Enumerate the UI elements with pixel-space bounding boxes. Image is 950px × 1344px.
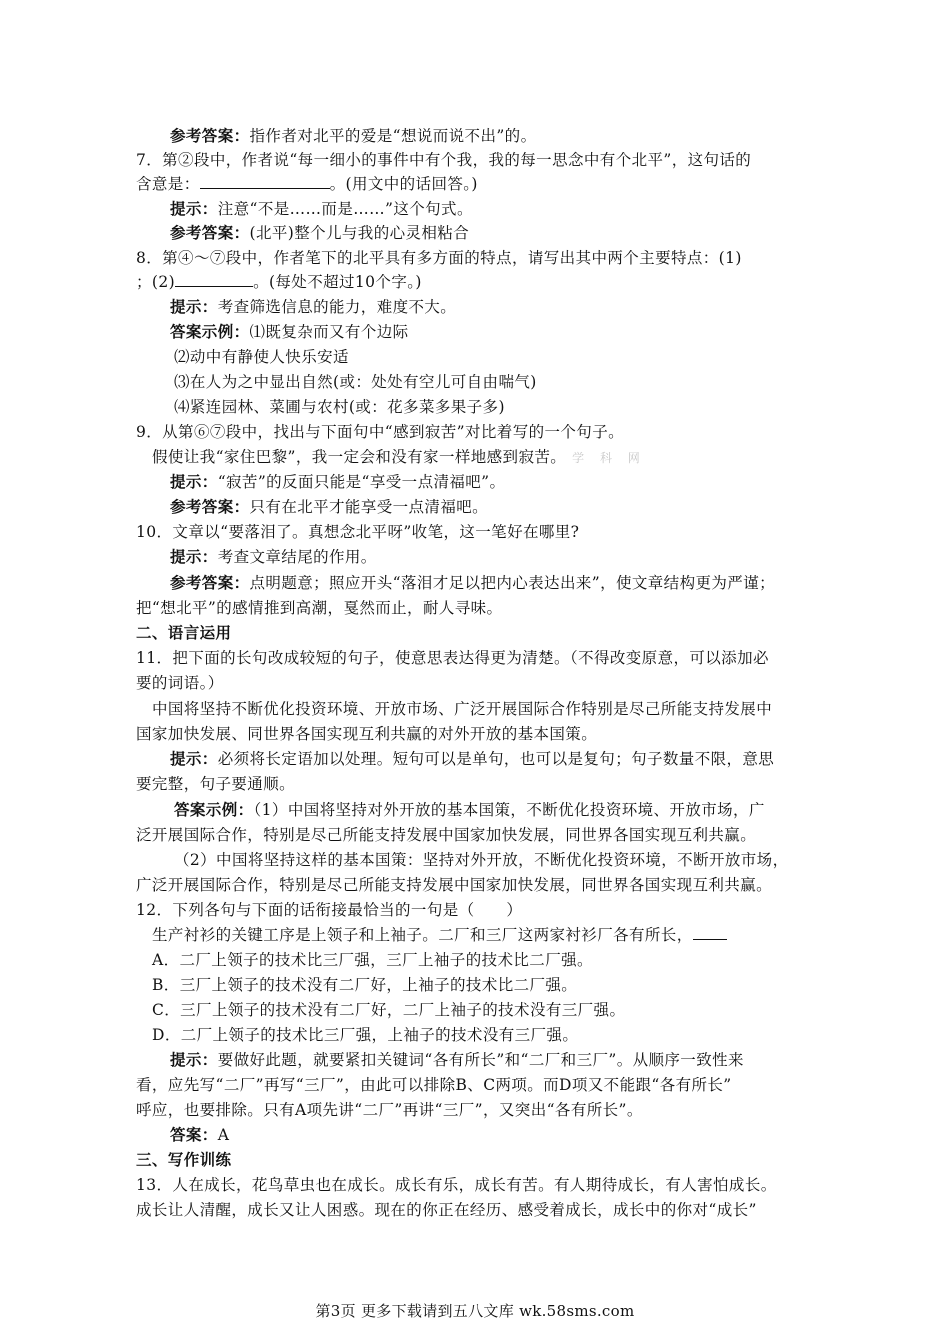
question-13-continued: 成长让人清醒，成长又让人困惑。现在的你正在经历、感受着成长，成长中的你对“成长”: [136, 1201, 757, 1219]
option-c: C．三厂上领子的技术没有二厂好，二厂上袖子的技术没有三厂强。: [152, 1001, 626, 1019]
watermark: 学 科 网: [572, 451, 646, 465]
question-8-blank-line: ；(2) 。(每处不超过10个字。): [136, 273, 422, 291]
question-7-blank-line: 含意是： 。(用文中的话回答。): [136, 175, 478, 193]
hint-line: 提示：考查筛选信息的能力，难度不大。: [170, 297, 457, 316]
answer-blank: [693, 925, 727, 940]
hint-line: 提示：必须将长定语加以处理。短句可以是单句，也可以是复句；句子数量不限，意思: [170, 749, 775, 768]
option-a: A．二厂上领子的技术比三厂强，三厂上袖子的技术比二厂强。: [152, 951, 593, 969]
long-sentence-continued: 国家加快发展、同世界各国实现互利共赢的对外开放的基本国策。: [136, 725, 598, 743]
section-heading-language: 二、语言运用: [136, 623, 232, 642]
answer-line: 参考答案：点明题意；照应开头“落泪才足以把内心表达出来”，使文章结构更为严谨；: [170, 573, 775, 592]
question-8: 8．第④～⑦段中，作者笔下的北平具有多方面的特点，请写出其中两个主要特点：(1): [136, 249, 742, 267]
question-7: 7．第②段中，作者说“每一细小的事件中有个我，我的每一思念中有个北平”，这句话的: [136, 151, 752, 169]
answer-blank: [175, 272, 253, 287]
example-answer-line-continued: 广泛开展国际合作，特别是尽己所能支持发展中国家加快发展，同世界各国实现互利共赢。: [136, 876, 773, 894]
hint-line: 提示：考查文章结尾的作用。: [170, 547, 377, 566]
example-answer-line: 答案示例：（1）中国将坚持对外开放的基本国策，不断优化投资环境、开放市场，广: [174, 800, 765, 819]
answer-line: 答案：A: [170, 1125, 230, 1144]
answer-blank: [200, 174, 330, 189]
answer-line-continued: 把“想北平”的感情推到高潮，戛然而止，耐人寻味。: [136, 599, 503, 617]
section-heading-writing: 三、写作训练: [136, 1150, 232, 1169]
question-9: 9．从第⑥⑦段中，找出与下面句中“感到寂苦”对比着写的一个句子。: [136, 423, 625, 441]
question-13: 13．人在成长，花鸟草虫也在成长。成长有乐，成长有苦。有人期待成长，有人害怕成长。: [136, 1176, 777, 1194]
answer-line: 参考答案：只有在北平才能享受一点清福吧。: [170, 497, 489, 516]
hint-line: 提示：“寂苦”的反面只能是“享受一点清福吧”。: [170, 472, 506, 491]
example-answer-line: ⑷紧连园林、菜圃与农村(或：花多菜多果子多): [174, 398, 505, 416]
example-answer-line: （2）中国将坚持这样的基本国策：坚持对外开放，不断优化投资环境，不断开放市场，: [174, 851, 789, 869]
hint-line-continued: 呼应，也要排除。只有A项先讲“二厂”再讲“三厂”，又突出“各有所长”。: [136, 1101, 643, 1119]
answer-line: 参考答案：指作者对北平的爱是“想说而说不出”的。: [170, 126, 537, 145]
question-10: 10．文章以“要落泪了。真想念北平呀”收笔，这一笔好在哪里?: [136, 523, 580, 541]
example-answer-line: ⑵动中有静使人快乐安适: [174, 348, 349, 366]
example-answer-line-continued: 泛开展国际合作，特别是尽己所能支持发展中国家加快发展，同世界各国实现互利共赢。: [136, 826, 757, 844]
question-12: 12．下列各句与下面的话衔接最恰当的一句是（ ）: [136, 901, 523, 919]
question-11-continued: 要的词语。）: [136, 674, 224, 692]
option-d: D．二厂上领子的技术比三厂强，上袖子的技术没有三厂强。: [152, 1026, 579, 1044]
hint-line-continued: 看，应先写“二厂”再写“三厂”，由此可以排除B、C两项。而D项又不能跟“各有所长”: [136, 1076, 732, 1094]
hint-line: 提示：要做好此题，就要紧扣关键词“各有所长”和“二厂和三厂”。从顺序一致性来: [170, 1050, 744, 1069]
answer-line: 参考答案：(北平)整个儿与我的心灵相粘合: [170, 223, 470, 242]
option-b: B．三厂上领子的技术没有二厂好，上袖子的技术比二厂强。: [152, 976, 578, 994]
example-answer-line: ⑶在人为之中显出自然(或：处处有空儿可自由喘气): [174, 373, 537, 391]
example-answer-line: 答案示例：⑴既复杂而又有个边际: [170, 322, 409, 341]
hint-line: 提示：注意“不是……而是……”这个句式。: [170, 199, 473, 218]
hint-line-continued: 要完整，句子要通顺。: [136, 775, 296, 793]
question-12-stem: 生产衬衫的关键工序是上领子和上袖子。二厂和三厂这两家衬衫厂各有所长，: [152, 923, 832, 947]
quoted-sentence: 假使让我“家住巴黎”，我一定会和没有家一样地感到寂苦。 学 科 网: [152, 448, 646, 466]
long-sentence: 中国将坚持不断优化投资环境、开放市场、广泛开展国际合作特别是尽己所能支持发展中: [152, 700, 773, 718]
question-11: 11．把下面的长句改成较短的句子，使意思表达得更为清楚。（不得改变原意，可以添加必: [136, 649, 769, 667]
page-footer: 第3页 更多下载请到五八文库 wk.58sms.com: [315, 1302, 635, 1320]
